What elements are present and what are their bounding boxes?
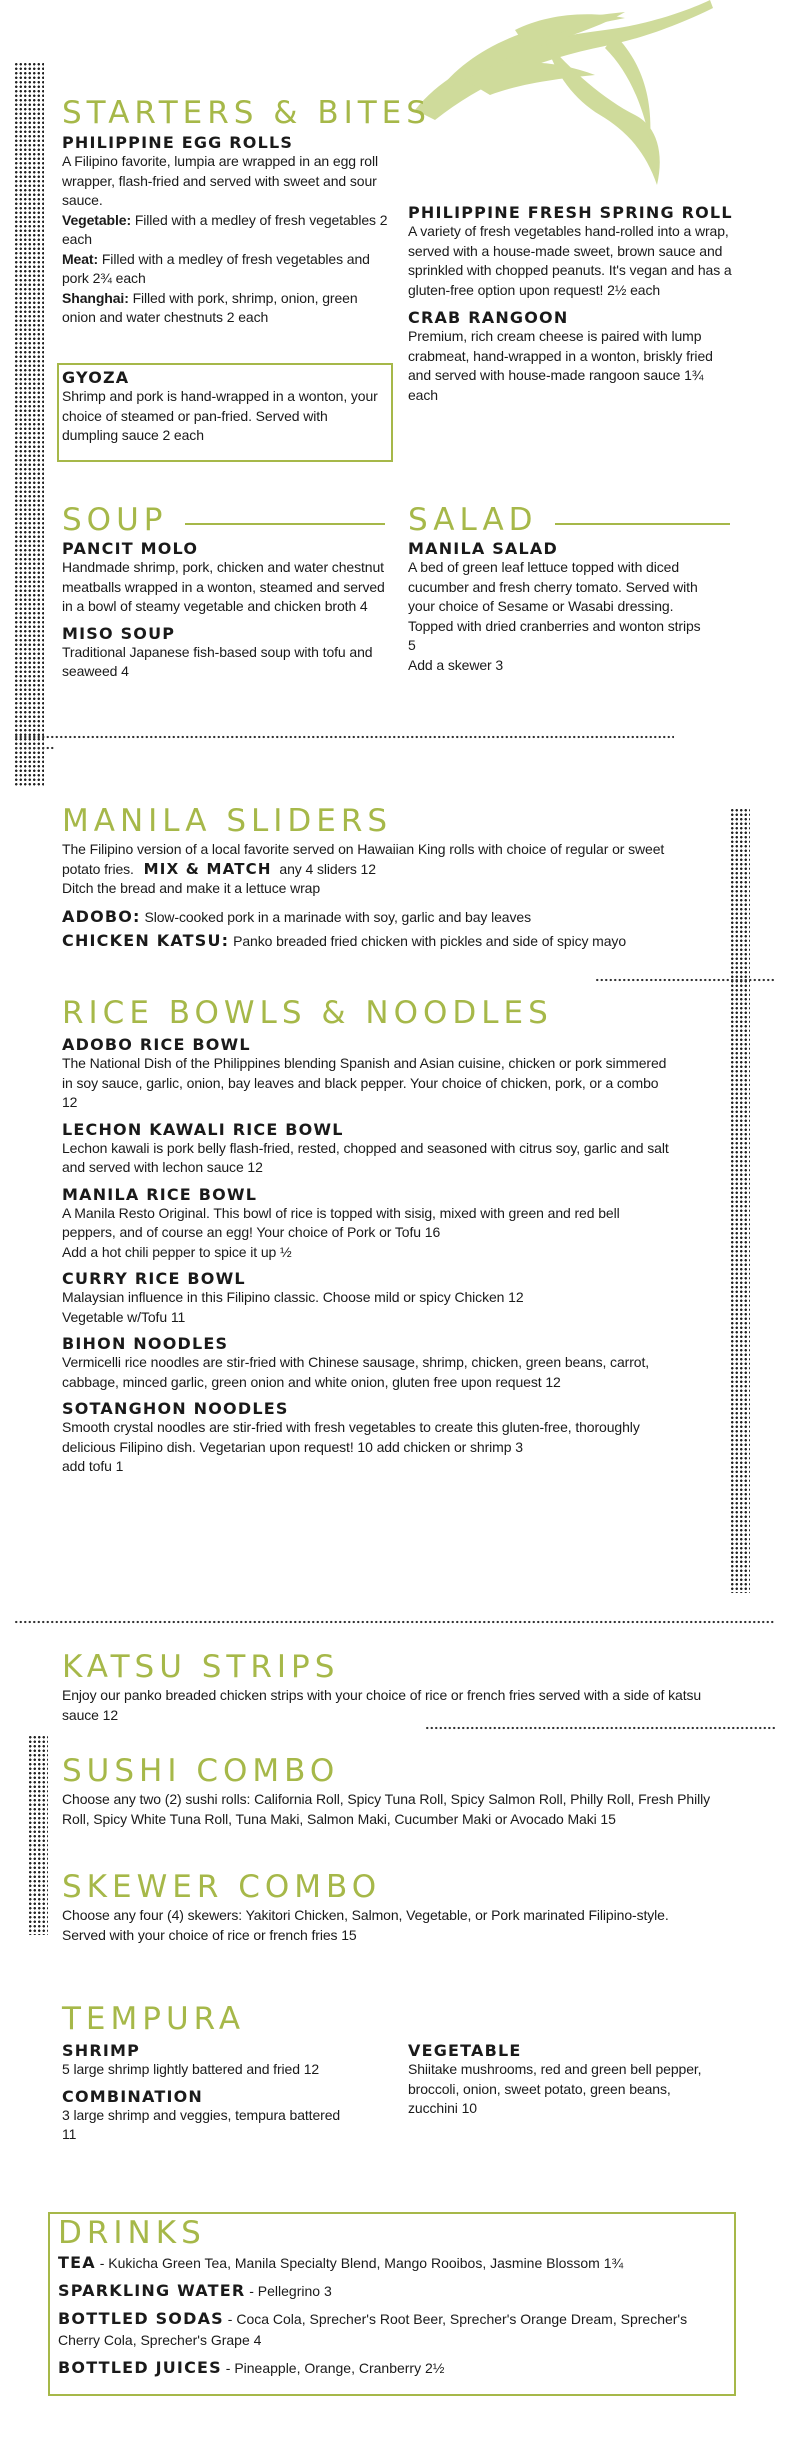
item-title: LECHON KAWALI RICE BOWL [62, 1119, 344, 1139]
skewer-description: Choose any four (4) skewers: Yakitori Chicken, Salmon, Vegetable, or Pork marinated Filipino-style. Served with your choice of rice or french fries 15 [62, 1907, 669, 1943]
variant-name: Meat: [62, 250, 99, 267]
section-heading-sushi: SUSHI COMBO [62, 1753, 340, 1789]
slider-item [62, 931, 702, 952]
section-heading-drinks: DRINKS [58, 2215, 206, 2251]
section-heading-salad: SALAD [408, 502, 538, 538]
drink-desc: - Coca Cola, Sprecher's Root Beer, Sprecher's Orange Dream, Sprecher's Cherry Cola, Sprecher's Grape 4 [58, 2311, 688, 2348]
item-title: BIHON NOODLES [62, 1334, 229, 1353]
starters-left-column [62, 133, 392, 328]
item-title: CRAB RANGOON [408, 308, 569, 327]
item-title: ADOBO RICE BOWL [62, 1035, 251, 1054]
soup-rule [185, 523, 385, 525]
item-extra: Add a skewer 3 [408, 656, 504, 673]
item-description: Smooth crystal noodles are stir-fried with fresh vegetables to create this gluten-free, thoroughly delicious Filipino dish. Vegetarian upon request! 10 add chicken or shrimp 3 [62, 1419, 640, 1455]
item-title: MANILA SALAD [408, 539, 558, 558]
variant-text: Filled with a medley of fresh vegetables 2 each [62, 211, 388, 247]
dot-divider-3 [14, 1620, 774, 1624]
sushi-description: Choose any two (2) sushi rolls: California Roll, Spicy Tuna Roll, Spicy Salmon Roll, Philly Roll, Fresh Philly Roll, Spicy White Tuna Roll, Tuna Maki, Salmon Maki, Cucumber Maki or Avocado Maki 15 [62, 1791, 711, 1827]
item-description: 5 large shrimp lightly battered and fried 12 [62, 2061, 320, 2077]
item-description: Lechon kawali is pork belly flash-fried, rested, chopped and seasoned with citrus soy, garlic and salt and served with lechon sauce 12 [62, 1139, 669, 1175]
variant-name: Shanghai: [62, 289, 129, 306]
item-description: Handmade shrimp, pork, chicken and water chestnut meatballs wrapped in a wonton, steamed and served in a bowl of steamy vegetable and chicken broth 4 [62, 559, 385, 614]
starters-right-column [408, 203, 733, 405]
dot-divider-1 [14, 735, 674, 739]
item-title: SOTANGHON NOODLES [62, 1399, 289, 1418]
drink-item [58, 2280, 718, 2302]
rice-list [62, 1035, 672, 1484]
menu-item [62, 1399, 672, 1477]
item-extra: add tofu 1 [62, 1458, 124, 1474]
slider-name: CHICKEN KATSU: [62, 931, 230, 950]
item-description: A Filipino favorite, lumpia are wrapped in an egg roll wrapper, flash-fried and served with sweet and sour sauce. [62, 153, 378, 208]
drink-item [58, 2357, 718, 2379]
drink-name: BOTTLED JUICES [58, 2358, 222, 2377]
drink-desc: - Pellegrino 3 [245, 2283, 332, 2299]
katsu-description: Enjoy our panko breaded chicken strips with your choice of rice or french fries served with a side of katsu sauce 12 [62, 1687, 702, 1723]
drink-desc: - Pineapple, Orange, Cranberry 2½ [221, 2360, 445, 2376]
dot-divider-4 [425, 1726, 775, 1730]
item-description: Premium, rich cream cheese is paired with lump crabmeat, hand-wrapped in a wonton, briskly fried and served with house-made rangoon sauce 1¾ each [408, 328, 713, 403]
sliders-intro [62, 840, 702, 879]
slider-name: ADOBO: [62, 906, 141, 926]
salad-column [408, 539, 708, 675]
mix-match-text: any 4 sliders 12 [279, 860, 376, 877]
item-title: PANCIT MOLO [62, 539, 199, 558]
dot-pattern-left-top [14, 62, 44, 787]
item-title: GYOZA [62, 368, 130, 387]
variant-text: Filled with pork, shrimp, onion, green onion and water chestnuts 2 each [62, 289, 358, 325]
menu-item [62, 1120, 672, 1178]
leaf-decoration [395, 0, 715, 195]
sliders-wrap-option: Ditch the bread and make it a lettuce wrap [62, 880, 321, 896]
menu-item [62, 1035, 672, 1113]
drink-name: BOTTLED SODAS [58, 2309, 224, 2328]
variant-name: Vegetable: [62, 211, 132, 228]
section-heading-tempura: TEMPURA [62, 2001, 246, 2037]
egg-roll-variant [62, 211, 392, 250]
dot-pattern-right-mid [730, 808, 750, 1593]
item-title: VEGETABLE [408, 2041, 522, 2060]
item-description: Traditional Japanese fish-based soup with tofu and seaweed 4 [62, 643, 373, 679]
sliders-intro-text: The Filipino version of a local favorite served on Hawaiian King rolls with choice of regular or sweet potato fries. [62, 841, 665, 877]
item-title: MISO SOUP [62, 623, 176, 643]
dot-divider-2 [595, 978, 775, 982]
item-title: MANILA RICE BOWL [62, 1184, 258, 1204]
item-title: SHRIMP [62, 2041, 141, 2060]
item-description: Shiitake mushrooms, red and green bell pepper, broccoli, onion, sweet potato, green beans, zucchini 10 [408, 2061, 702, 2116]
item-description: Shrimp and pork is hand-wrapped in a wonton, your choice of steamed or pan-fried. Served with dumpling sauce 2 each [62, 388, 378, 443]
section-heading-sliders: MANILA SLIDERS [62, 803, 393, 839]
item-description: Malaysian influence in this Filipino classic. Choose mild or spicy Chicken 12 [62, 1289, 524, 1305]
egg-roll-variant [62, 289, 392, 328]
drink-name: SPARKLING WATER [58, 2281, 246, 2300]
item-title: CURRY RICE BOWL [62, 1269, 246, 1288]
sliders-block [62, 840, 702, 952]
drink-item [58, 2252, 718, 2274]
menu-item [62, 1269, 672, 1327]
item-description: A variety of fresh vegetables hand-rolled into a wrap, served with a house-made sweet, brown sauce and sprinkled with chopped peanuts. It's vegan and has a gluten-free option upon request! 2½ each [408, 223, 732, 298]
soup-column [62, 539, 392, 682]
drinks-list [58, 2252, 718, 2379]
egg-roll-variant [62, 250, 392, 289]
section-heading-katsu: KATSU STRIPS [62, 1649, 340, 1685]
mix-match-label: MIX & MATCH [143, 859, 272, 878]
item-description: Vermicelli rice noodles are stir-fried with Chinese sausage, shrimp, chicken, green beans, carrot, cabbage, minced garlic, green onion and white onion, gluten free upon request 12 [62, 1354, 650, 1390]
drink-item [58, 2308, 718, 2351]
item-description: A bed of green leaf lettuce topped with diced cucumber and fresh cherry tomato. Served with your choice of Sesame or Wasabi dressing. Topped with dried cranberries and wonton strips 5 [408, 559, 701, 653]
section-heading-skewer: SKEWER COMBO [62, 1869, 382, 1905]
item-description: A Manila Resto Original. This bowl of rice is topped with sisig, mixed with green and red bell peppers, and of course an egg! Your choice of Pork or Tofu 16 [62, 1204, 620, 1240]
menu-item [62, 1185, 672, 1263]
salad-rule [555, 523, 730, 525]
item-extra: Add a hot chili pepper to spice it up ½ [62, 1243, 292, 1260]
variant-text: Filled with a medley of fresh vegetables and pork 2¾ each [62, 250, 370, 286]
tempura-right-column [408, 2041, 708, 2119]
slider-item [62, 907, 702, 928]
menu-item [62, 1334, 672, 1392]
drink-name: TEA [58, 2253, 96, 2272]
item-extra: Vegetable w/Tofu 11 [62, 1308, 186, 1325]
dot-pattern-left-bottom [28, 1735, 48, 1935]
section-heading-starters: STARTERS & BITES [62, 95, 431, 131]
gyoza-item [62, 368, 387, 446]
dot-divider-1b [14, 746, 54, 750]
slider-desc: Slow-cooked pork in a marinade with soy, garlic and bay leaves [140, 908, 531, 925]
item-title: PHILIPPINE FRESH SPRING ROLL [408, 203, 733, 222]
section-heading-soup: SOUP [62, 502, 168, 538]
item-description: 3 large shrimp and veggies, tempura battered 11 [62, 2106, 341, 2142]
drink-desc: - Kukicha Green Tea, Manila Specialty Blend, Mango Rooibos, Jasmine Blossom 1¾ [95, 2255, 624, 2271]
slider-desc: Panko breaded fried chicken with pickles and side of spicy mayo [229, 933, 626, 949]
tempura-left-column [62, 2041, 382, 2145]
item-title: COMBINATION [62, 2086, 204, 2106]
item-title: PHILIPPINE EGG ROLLS [62, 133, 294, 152]
item-description: The National Dish of the Philippines blending Spanish and Asian cuisine, chicken or pork simmered in soy sauce, garlic, onion, bay leaves and black pepper. Your choice of chicken, pork, or a combo 12 [62, 1055, 667, 1110]
section-heading-rice: RICE BOWLS & NOODLES [62, 995, 553, 1031]
